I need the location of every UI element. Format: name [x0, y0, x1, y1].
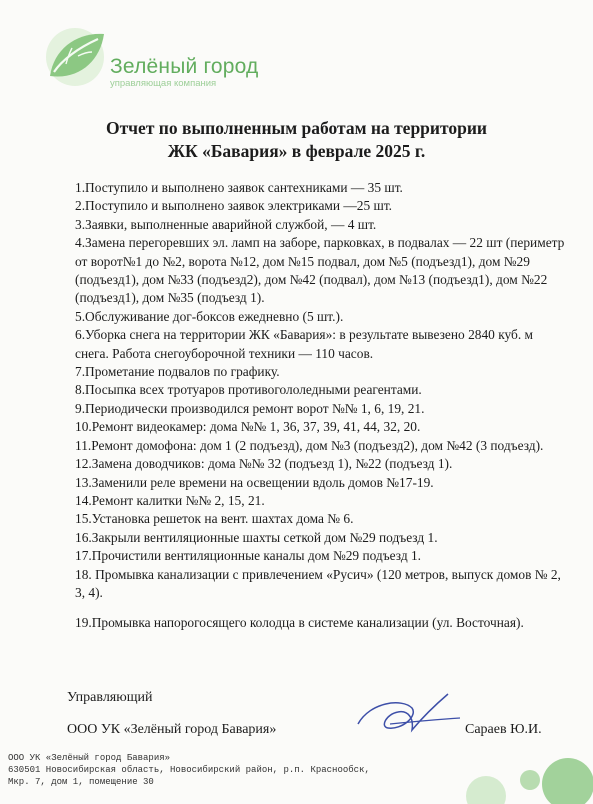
- leaf-logo-icon: [44, 26, 108, 88]
- report-title: [0, 117, 593, 163]
- work-item-16: 16.Закрыли вентиляционные шахты сеткой дом №29 подъезд 1.: [75, 529, 438, 545]
- work-item-6: 6.Уборка снега на территории ЖК «Бавария»: в результате вывезено 2840 куб. м снега. Работа снегоуборочной техники — 110 часов.: [75, 327, 534, 361]
- work-item-19: 19.Промывка напорогосящего колодца в системе канализации (ул. Восточная).: [75, 615, 524, 631]
- work-item-13: 13.Заменили реле времени на освещении вдоль домов №17-19.: [75, 474, 434, 490]
- logo-company-name: Зелёный город: [110, 55, 259, 78]
- work-item-3: 3.Заявки, выполненные аварийной службой, — 4 шт.: [75, 216, 377, 232]
- work-item-2: 2.Поступило и выполнено заявок электриками —25 шт.: [75, 198, 393, 214]
- report-title-line-2: ЖК «Бавария» в феврале 2025 г.: [167, 141, 426, 161]
- footer-line-2: 630501 Новосибирская область, Новосибирский район, р.п. Краснообск,: [8, 765, 370, 775]
- work-item-15: 15.Установка решеток на вент. шахтах дома № 6.: [75, 511, 354, 527]
- company-logo: [44, 26, 284, 88]
- signatory-organization: ООО УК «Зелёный город Бавария»: [67, 722, 277, 737]
- signatory-position: Управляющий: [67, 690, 153, 705]
- work-item-1: 1.Поступило и выполнено заявок сантехниками — 35 шт.: [75, 180, 403, 195]
- decorative-circles: [450, 740, 593, 804]
- work-item-18: 18. Промывка канализации с привлечением «Русич» (120 метров, выпуск домов № 2, 3, 4).: [75, 566, 561, 600]
- work-items-list: [75, 179, 565, 633]
- footer-line-1: ООО УК «Зелёный город Бавария»: [8, 753, 171, 763]
- work-item-12: 12.Замена доводчиков: дома №№ 32 (подъезд 1), №22 (подъезд 1).: [75, 456, 453, 472]
- footer-line-3: Мкр. 7, дом 1, помещение 30: [8, 777, 154, 787]
- footer-address: [8, 752, 370, 788]
- work-item-5: 5.Обслуживание дог-боксов ежедневно (5 шт.).: [75, 308, 344, 324]
- signatory-name: Сараев Ю.И.: [465, 722, 542, 737]
- work-item-11: 11.Ремонт домофона: дом 1 (2 подъезд), дом №3 (подъезд2), дом №42 (3 подъезд).: [75, 437, 544, 453]
- work-item-9: 9.Периодически производился ремонт ворот №№ 1, 6, 19, 21.: [75, 400, 425, 416]
- work-item-14: 14.Ремонт калитки №№ 2, 15, 21.: [75, 492, 265, 508]
- work-item-10: 10.Ремонт видеокамер: дома №№ 1, 36, 37, 39, 41, 44, 32, 20.: [75, 419, 421, 435]
- report-title-line-1: Отчет по выполненным работам на территории: [105, 118, 488, 138]
- logo-tagline: управляющая компания: [110, 78, 217, 89]
- work-item-17: 17.Прочистили вентиляционные каналы дом №29 подъезд 1.: [75, 548, 422, 564]
- handwritten-signature: [350, 688, 470, 738]
- work-item-4: 4.Замена перегоревших эл. ламп на заборе, парковках, в подвалах — 22 шт (периметр от ворот№1 до №2, ворота №12, дом №15 подвал, дом №5 (подъезд1), дом №29 (подъезд1), дом №33 (подъезд2), дом №42 (подвал), дом №13 (подъезд1), дом №22 (подъезд1), дом №35 (подъезд 1).: [75, 235, 565, 306]
- work-item-7: 7.Прометание подвалов по графику.: [75, 364, 280, 380]
- work-item-8: 8.Посыпка всех тротуаров противогололедными реагентами.: [75, 382, 422, 398]
